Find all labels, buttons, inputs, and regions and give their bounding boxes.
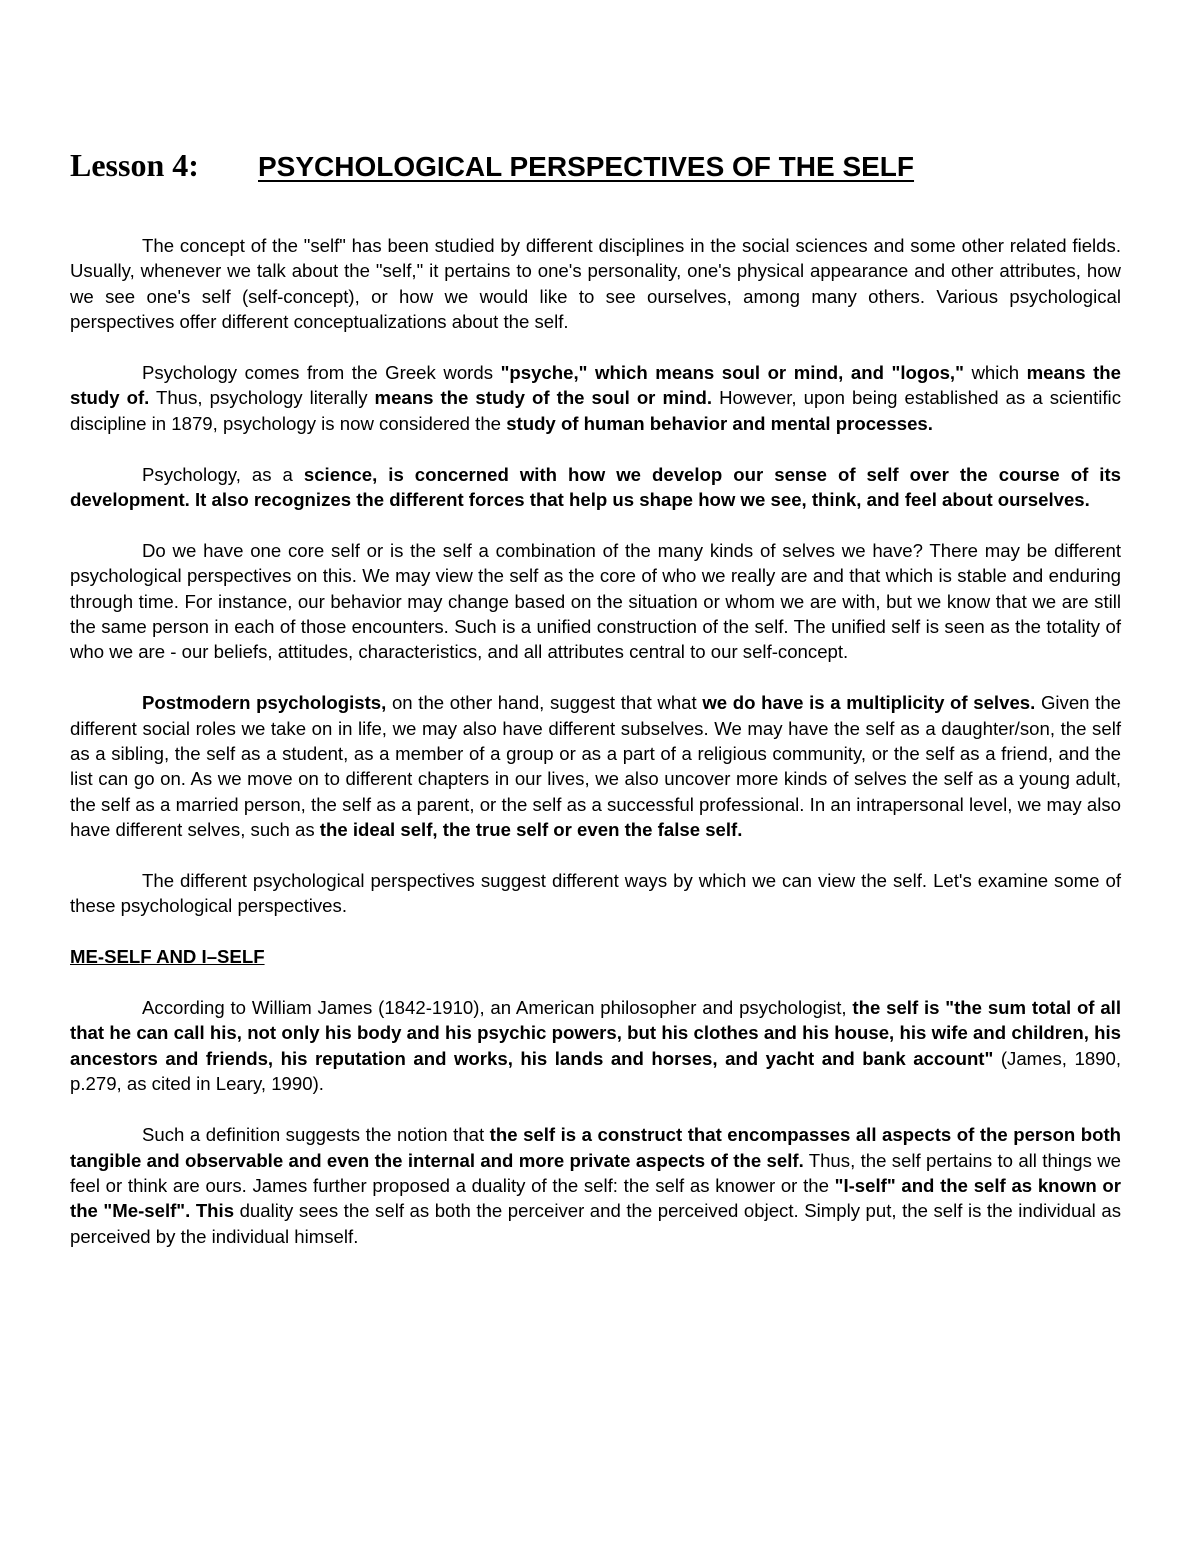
text-run: Such a definition suggests the notion that [142,1124,490,1146]
text-run: The different psychological perspectives suggest different ways by which we can view the self. Let's examine some of these psychological perspectives. [70,870,1121,917]
bold-text: Postmodern psychologists, [142,692,387,714]
bold-text: "psyche," which means soul or mind, and "logos," [500,362,964,384]
text-run: Psychology comes from the Greek words [142,362,501,384]
bold-text: the ideal self, the true self or even the false self. [319,819,743,841]
paragraph [70,690,1121,842]
paragraph [70,995,1121,1097]
text-run: Thus, the self pertains to all things we feel or think are ours. James further proposed a duality of the self: the self as knower or the [70,1149,1121,1196]
text-run: The concept of the "self" has been studied by different disciplines in the social sciences and some other related fields. Usually, whenever we talk about the "self," it pertains to one's personality, one's physical appearance and other attributes, how we see one's self (self-concept), or how we would like to see ourselves, among many others. Various psychological perspectives offer different conceptualizations about the self. [70,235,1121,333]
text-run: which [963,362,1027,384]
text-run: However, upon being established as a scientific discipline in 1879, psychology is now considered the [70,387,1121,434]
text-run: Psychology, as a [142,463,304,485]
lesson-label: Lesson 4: [70,147,199,183]
text-run: duality sees the self as both the perceiver and the perceived object. Simply put, the self is the individual as perceived by the individual himself. [70,1200,1121,1247]
paragraph [70,868,1121,919]
bold-text: science, is concerned with how we develop our sense of self over the course of its development. It also recognizes the different forces that help us shape how we see, think, and feel about ourselves. [70,463,1121,511]
paragraph [70,462,1121,513]
page-title [70,146,914,186]
text-run: According to William James (1842-1910), an American philosopher and psychologist, [142,997,853,1019]
text-run: Given the different social roles we take on in life, we may also have different subselves. We may have the self as a daughter/son, the self as a sibling, the self as a student, as a member of a group or as a part of a religious community, or the self as a friend, and the list can go on. As we move on to different chapters in our lives, we also uncover more kinds of selves the self as a young adult, the self as a married person, the self as a parent, or the self as a successful professional. In an intrapersonal level, we may also have different selves, such as [70,692,1122,841]
paragraph [70,538,1121,665]
text-run: on the other hand, suggest that what [386,692,703,714]
paragraph [70,233,1121,335]
bold-text: study of human behavior and mental processes. [506,412,933,434]
text-run: (James, 1890, p.279, as cited in Leary, 1990). [70,1047,1122,1095]
lesson-title: PSYCHOLOGICAL PERSPECTIVES OF THE SELF [258,151,915,182]
text-run: Do we have one core self or is the self a combination of the many kinds of selves we have? There may be different psychological perspectives on this. We may view the self as the core of who we really are and that which is stable and enduring through time. For instance, our behavior may change based on the situation or whom we are with, but we know that we are still the same person in each of those encounters. Such is a unified construction of the self. The unified self is seen as the totality of who we are - our beliefs, attitudes, characteristics, and all attributes central to our self-concept. [70,539,1121,663]
text-run: Thus, psychology literally [149,387,375,409]
paragraph [70,360,1121,436]
bold-text: means the study of. [70,362,1122,409]
document-body [70,233,1121,1275]
bold-text: "I-self" and the self as known or the "Me-self". This [70,1174,1121,1222]
bold-text: the self is a construct that encompasses all aspects of the person both tangible and observable and even the internal and more private aspects of the self. [70,1124,1121,1171]
paragraph [70,1122,1121,1249]
bold-text: the self is "the sum total of all that he can call his, not only his body and his psychic powers, but his clothes and his house, his wife and children, his ancestors and friends, his reputation and works, his lands and horses, and yacht and bank account" [70,997,1121,1069]
bold-text: we do have is a multiplicity of selves. [702,692,1036,714]
bold-text: means the study of the soul or mind. [374,387,713,409]
section-heading: ME-SELF AND I–SELF [70,946,265,968]
